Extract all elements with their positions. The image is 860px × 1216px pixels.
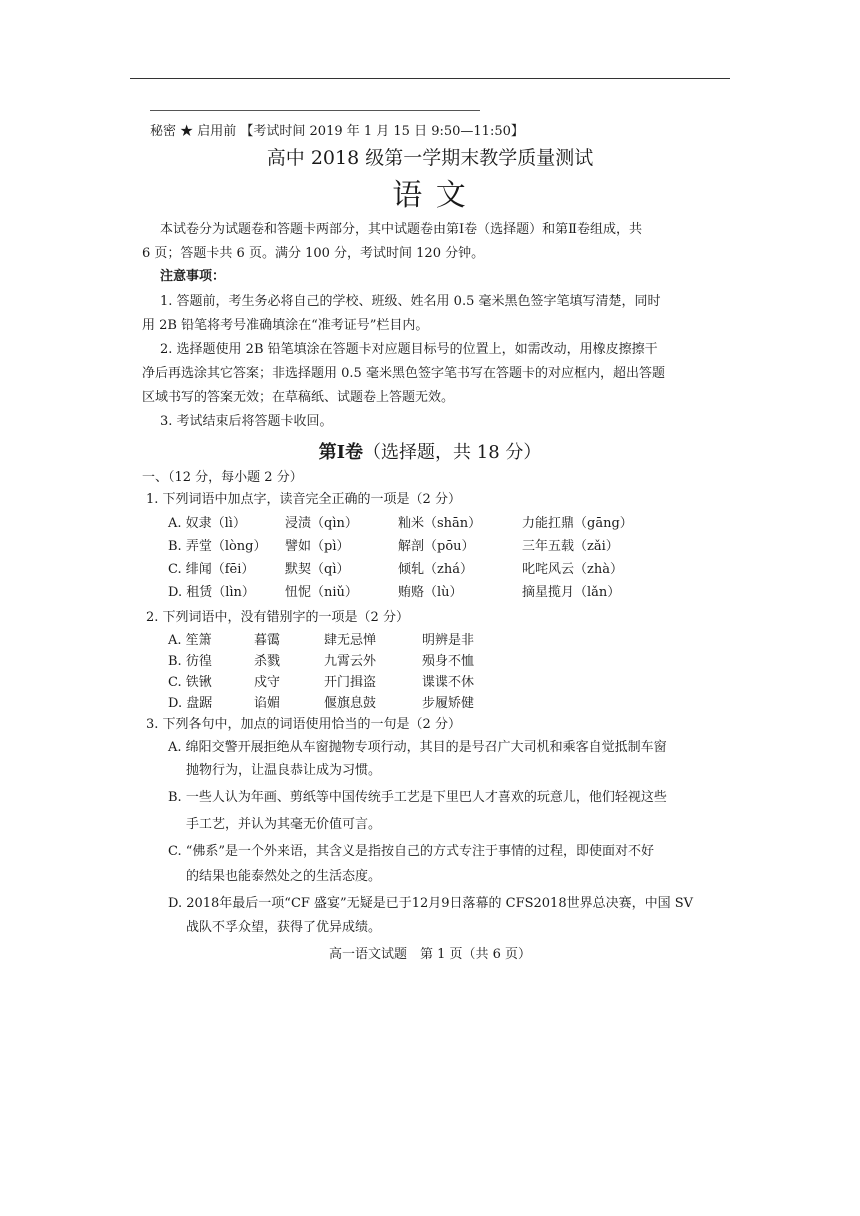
notice-item1-line1: 1. 答题前，考生务必将自己的学校、班级、姓名用 0.5 毫米黑色签字笔填写清楚，同时	[160, 294, 661, 309]
q1-row-d-col4: 摘星揽月（lǎn）	[522, 585, 621, 600]
q1-row-a-col2: 浸渍（qìn）	[285, 516, 358, 531]
q3-option-a-line2: 抛物行为，让温良恭让成为习惯。	[186, 763, 382, 778]
part1-title	[0, 438, 860, 464]
q3-option-a-line1: A. 绵阳交警开展拒绝从车窗抛物专项行动，其目的是号召广大司机和乘客自觉抵制车窗	[168, 740, 667, 755]
notice-item2-line2: 净后再选涂其它答案；非选择题用 0.5 毫米黑色签字笔书写在答题卡的对应框内，超出答题	[142, 366, 665, 381]
subject-title: 语 文	[392, 178, 468, 213]
q2-row-a-col1: A. 笙箫	[168, 633, 212, 648]
q2-row-b-col1: B. 彷徨	[168, 654, 212, 669]
notice-item1-line2: 用 2B 铅笔将考号准确填涂在“准考证号”栏目内。	[142, 318, 429, 333]
q1-row-b-col4: 三年五载（zǎi）	[522, 539, 619, 554]
q2-row-c-col1: C. 铁锹	[168, 675, 212, 690]
q2-row-d-col3: 偃旗息鼓	[324, 696, 377, 711]
q3-option-b-line1: B. 一些人认为年画、剪纸等中国传统手工艺是下里巴人才喜欢的玩意儿，他们轻视这些	[168, 790, 667, 805]
q2-row-c-col4: 谍谍不休	[422, 675, 475, 690]
q2-row-b-col4: 殒身不恤	[422, 654, 475, 669]
q1-row-c-col1: C. 绯闻（fēi）	[168, 562, 255, 577]
q1-row-d-col3: 贿赂（lù）	[398, 585, 463, 600]
q1-row-b-col3: 解剖（pōu）	[398, 539, 475, 554]
secret-line: 秘密 ★ 启用前 【考试时间 2019 年 1 月 15 日 9:50—11:50】	[150, 124, 524, 139]
q2-row-b-col2: 杀戮	[254, 654, 281, 669]
q1-row-b-col2: 譬如（pì）	[285, 539, 350, 554]
q3-stem: 3. 下列各句中，加点的词语使用恰当的一句是（2 分）	[146, 717, 461, 732]
q1-row-c-col3: 倾轧（zhá）	[398, 562, 473, 577]
intro-line-1: 本试卷分为试题卷和答题卡两部分，其中试题卷由第Ⅰ卷（选择题）和第Ⅱ卷组成，共	[160, 222, 642, 237]
q1-stem: 1. 下列词语中加点字，读音完全正确的一项是（2 分）	[146, 492, 461, 507]
q2-row-a-col3: 肆无忌惮	[324, 633, 377, 648]
part1-title-bold: 第Ⅰ卷	[318, 442, 364, 463]
notice-item3: 3. 考试结束后将答题卡收回。	[160, 414, 333, 429]
q3-option-d-line1: D. 2018年最后一项“CF 盛宴”无疑是已于12月9日落幕的 CFS2018世界总决赛，中国 SV	[168, 896, 694, 911]
notice-heading: 注意事项：	[160, 269, 226, 284]
top-rule	[130, 78, 730, 79]
q2-stem: 2. 下列词语中，没有错别字的一项是（2 分）	[146, 610, 409, 625]
header-rule	[150, 110, 480, 111]
q3-option-b-line2: 手工艺，并认为其毫无价值可言。	[186, 817, 382, 832]
q2-row-d-col4: 步履矫健	[422, 696, 475, 711]
exam-title: 高中 2018 级第一学期末教学质量测试	[266, 147, 594, 169]
q1-row-d-col1: D. 租赁（lìn）	[168, 585, 255, 600]
q3-option-c-line2: 的结果也能泰然处之的生活态度。	[186, 869, 382, 884]
q2-row-a-col2: 暮霭	[254, 633, 281, 648]
q1-row-c-col2: 默契（qì）	[285, 562, 350, 577]
q2-row-d-col2: 谄媚	[254, 696, 281, 711]
q1-row-a-col1: A. 奴隶（lì）	[168, 516, 246, 531]
q2-row-b-col3: 九霄云外	[324, 654, 377, 669]
intro-line-2: 6 页；答题卡共 6 页。满分 100 分，考试时间 120 分钟。	[142, 246, 485, 261]
q2-row-a-col4: 明辨是非	[422, 633, 475, 648]
q1-row-a-col4: 力能扛鼎（gāng）	[522, 516, 633, 531]
notice-item2-line1: 2. 选择题使用 2B 铅笔填涂在答题卡对应题目标号的位置上，如需改动，用橡皮擦擦干	[160, 342, 658, 357]
q3-option-d-line2: 战队不孚众望，获得了优异成绩。	[186, 920, 382, 935]
part1-title-rest: （选择题，共 18 分）	[363, 442, 542, 463]
q1-row-b-col1: B. 弄堂（lòng）	[168, 539, 267, 554]
section1-heading: 一、（12 分，每小题 2 分）	[142, 470, 303, 485]
q2-row-c-col3: 开门揖盗	[324, 675, 377, 690]
q3-option-c-line1: C. “佛系”是一个外来语，其含义是指按自己的方式专注于事情的过程，即使面对不好	[168, 844, 655, 859]
q2-row-d-col1: D. 盘踞	[168, 696, 213, 711]
notice-item2-line3: 区域书写的答案无效；在草稿纸、试题卷上答题无效。	[142, 390, 455, 405]
q1-row-a-col3: 籼米（shān）	[398, 516, 482, 531]
q1-row-d-col2: 忸怩（niǔ）	[285, 585, 358, 600]
q2-row-c-col2: 戍守	[254, 675, 281, 690]
q1-row-c-col4: 叱咤风云（zhà）	[522, 562, 623, 577]
page-footer: 高一语文试题 第 1 页（共 6 页）	[328, 947, 532, 962]
